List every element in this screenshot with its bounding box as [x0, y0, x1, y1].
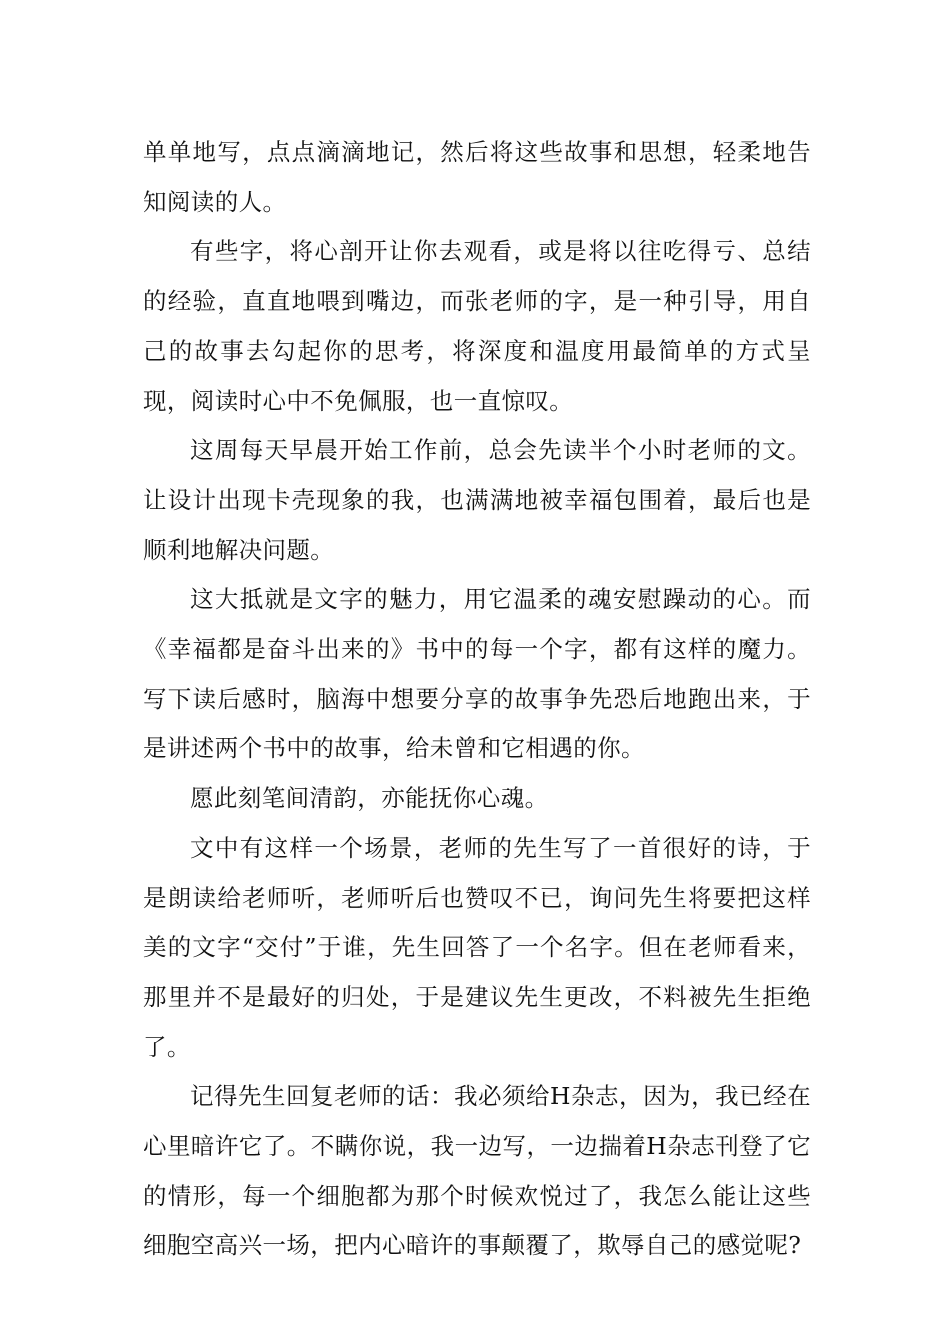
paragraph-6: 文中有这样一个场景，老师的先生写了一首很好的诗，于是朗读给老师听，老师听后也赞叹不已，询问先生将要把这样美的文字“交付”于谁，先生回答了一个名字。但在老师看来，那里并不是最好的归处，于是建议先生更改，不料被先生拒绝了。: [143, 833, 811, 1061]
paragraph-4: 这大抵就是文字的魅力，用它温柔的魂安慰躁动的心。而《幸福都是奋斗出来的》书中的每一个字，都有这样的魔力。写下读后感时，脑海中想要分享的故事争先恐后地跑出来，于是讲述两个书中的故事，给未曾和它相遇的你。: [143, 585, 811, 763]
paragraph-7: 记得先生回复老师的话：我必须给H杂志，因为，我已经在心里暗许它了。不瞒你说，我一边写，一边揣着H杂志刊登了它的情形，每一个细胞都为那个时候欢悦过了，我怎么能让这些细胞空高兴一场，把内心暗许的事颠覆了，欺辱自己的感觉呢?: [143, 1082, 811, 1260]
paragraph-3: 这周每天早晨开始工作前，总会先读半个小时老师的文。让设计出现卡壳现象的我，也满满地被幸福包围着，最后也是顺利地解决问题。: [143, 436, 811, 564]
paragraph-2: 有些字，将心剖开让你去观看，或是将以往吃得亏、总结的经验，直直地喂到嘴边，而张老师的字，是一种引导，用自己的故事去勾起你的思考，将深度和温度用最简单的方式呈现，阅读时心中不免佩服，也一直惊叹。: [143, 237, 811, 415]
paragraph-5: 愿此刻笔间清韵，亦能抚你心魂。: [190, 784, 549, 813]
document-body: [143, 128, 811, 1271]
paragraph-1: 单单地写，点点滴滴地记，然后将这些故事和思想，轻柔地告知阅读的人。: [143, 138, 811, 216]
